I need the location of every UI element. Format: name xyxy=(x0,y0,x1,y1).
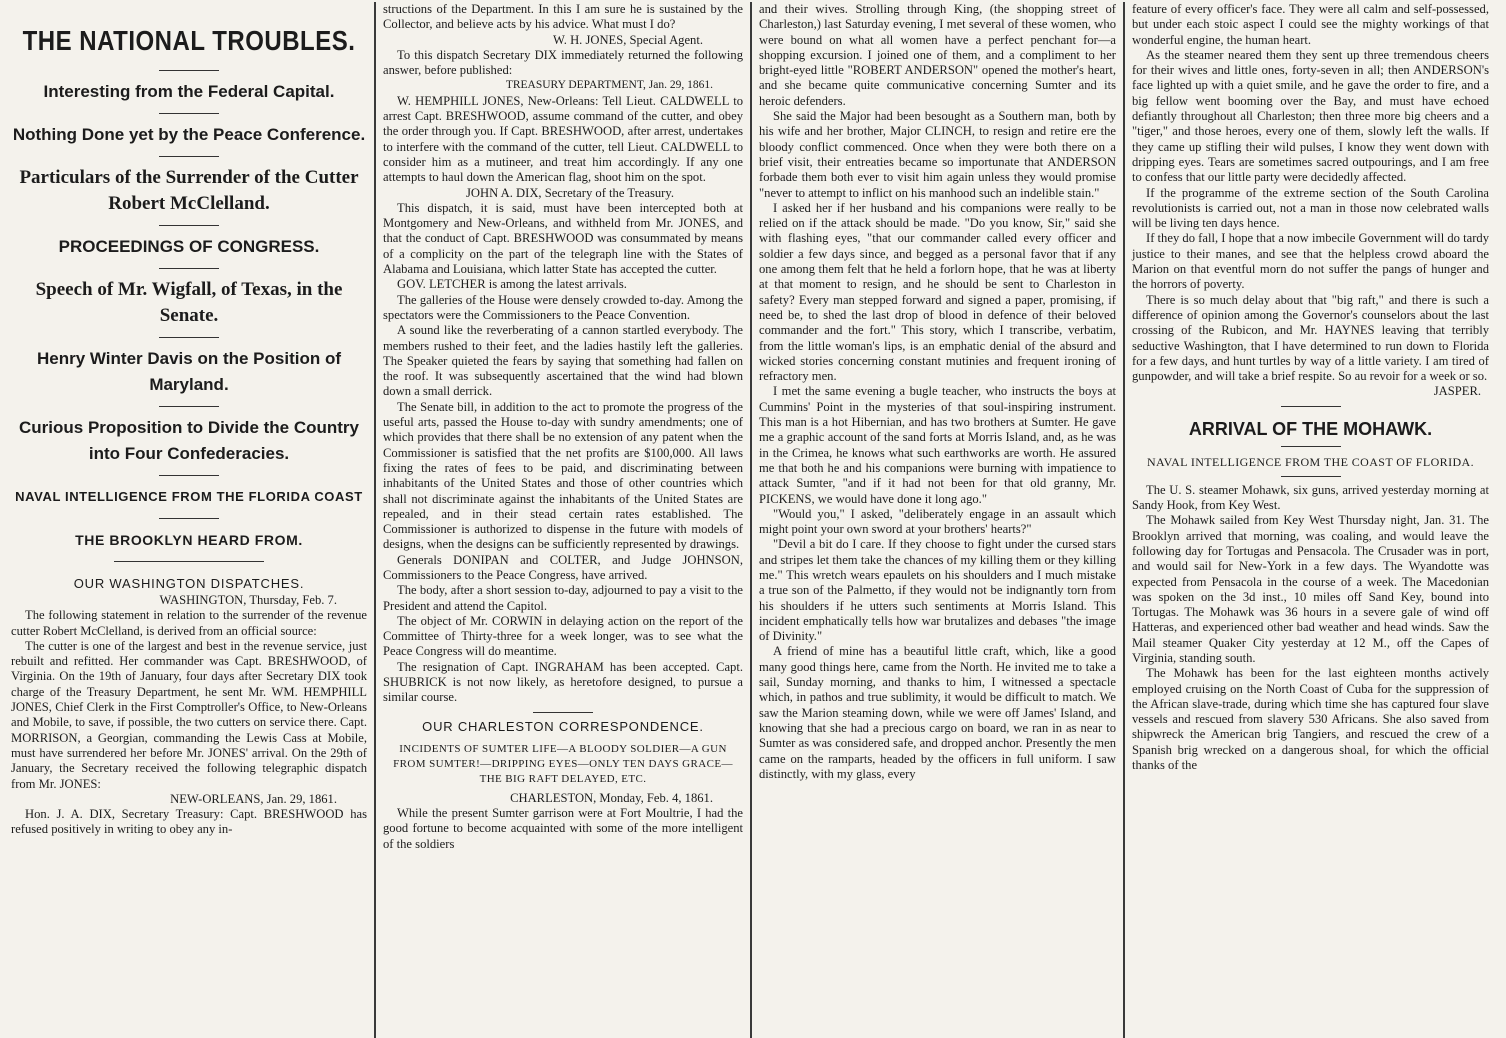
divider xyxy=(159,225,219,226)
article-paragraph: The following statement in relation to the surrender of the revenue cutter Robert McClelland, is derived from an official source: xyxy=(11,608,367,638)
article-paragraph: I asked her if her husband and his companions were really to be relied on if the attack should be made. "Do you know, Sir," said she with flashing eyes, "that our commander called every officer and soldier a few days since, and begged as a personal favor that if any one among them felt that he held a forlorn hope, that he was at liberty at that moment to resign, and he should be sent to Charleston in safety? Every man stepped forward and signed a paper, promising, if need be, to shed the last drop of blood in defence of their beloved commander and the fort." This story, which I transcribe, verbatim, from the little woman's lips, is an emphatic denial of the absurd and wicked stories concerning constant mutinies and frequent ironing of refractory men. xyxy=(759,200,1116,384)
article-paragraph: W. HEMPHILL JONES, New-Orleans: Tell Lieut. CALDWELL to arrest Capt. BRESHWOOD, assume command of the cutter, and obey the order through you. If Capt. BRESHWOOD, after arrest, undertakes to interfere with the command of the cutter, tell Lieut. CALDWELL to consider him as a mutineer, and treat him accordingly. If any one attempts to haul down the American flag, shoot him on the spot. xyxy=(383,93,743,185)
article-paragraph: The Senate bill, in addition to the act to promote the progress of the useful arts, passed the House to-day with sundry amendments; one of which provides that there shall be no extension of any patent when the Commissioner is satisfied that the net profits are $100,000. All laws fixing the rates of fees to be paid, and discriminating between inhabitants of the United States and those of other countries which shall not discriminate against the inhabitants of the United States are repealed, and in their stead certain rates established. The Commissioner is authorized to dispense in the future with models of designs, when the designs can be sufficiently represented by drawings. xyxy=(383,399,743,552)
divider xyxy=(159,475,219,476)
article-paragraph: The U. S. steamer Mohawk, six guns, arrived yesterday morning at Sandy Hook, from Key West. xyxy=(1132,482,1489,513)
section-title-washington: OUR WASHINGTON DISPATCHES. xyxy=(73,576,305,591)
article-paragraph: While the present Sumter garrison were at Fort Moultrie, I had the good fortune to become acquainted with some of the more intelligent of the soldiers xyxy=(383,805,743,851)
article-paragraph: As the steamer neared them they sent up three tremendous cheers for their wives and little ones, forty-seven in all; then ANDERSON's face lighted up with a quiet smile, and he gave the order to fire, and a big fellow went booming over the Bay, and must have echoed defiantly throughout all Charleston; then three more big cheers and a "tiger," and those heroes, every one of them, slowly left the walls. If they came up stifling their wild pulses, I know they went down with dripping eyes. Tears are sometimes sacred outpourings, and I am free to confess that our little party were decidedly affected. xyxy=(1132,47,1489,185)
article-paragraph: I met the same evening a bugle teacher, who instructs the boys at Cummins' Point in the mysteries of that soul-inspiring instrument. This man is a hot Hibernian, and has two brothers at Sumter. He gave me a graphic account of the sand forts at Morris Island, and, as he was in the Crimea, he knows what such earthworks are worth. He assured me that both he and his companions were burning with impatience to attack Sumter, "and if it had not been for that old granny, Mr. PICKENS, we would have done it long ago." xyxy=(759,384,1116,506)
article-paragraph: She said the Major had been besought as a Southern man, both by his wife and her brother, Major CLINCH, to resign and retire ere the bloody conflict commenced. Once when they were both there on a brief visit, their entreaties became so importunate that ANDERSON forbade them both ever to visit him again unless they would promise "never to attempt to inflict on his manhood such an indelible stain." xyxy=(759,109,1116,200)
article-paragraph: The cutter is one of the largest and best in the revenue service, just rebuilt and refitted. Her commander was Capt. BRESHWOOD, of Virginia. On the 19th of January, four days after Secretary DIX took charge of the Treasury Department, he sent Mr. WM. HEMPHILL JONES, Chief Clerk in the First Comptroller's Office, to New-Orleans and Mobile, to save, if possible, the two cutters on service there. Capt. MORRISON, a Georgian, commanding the Lewis Cass at Mobile, must have surrendered her before Mr. JONES' arrival. On the 29th of January, the Secretary received the following telegraphic dispatch from Mr. JONES: xyxy=(11,638,367,791)
dateline-treasury: TREASURY DEPARTMENT, Jan. 29, 1861. xyxy=(505,79,713,92)
divider xyxy=(159,406,219,407)
deck-four-confederacies: Curious Proposition to Divide the Country into Four Confederacies. xyxy=(19,418,359,463)
divider xyxy=(159,337,219,338)
article-paragraph: If they do fall, I hope that a now imbecile Government will do tardy justice to their manes, and see that the helpless crowd aboard the Marion on that eventful morn do not suffer the pangs of hunger and the horrors of poverty. xyxy=(1132,231,1489,292)
article-paragraph: A sound like the reverberating of a cannon startled everybody. The members rushed to their feet, and the ladies hastily left the galleries. The Speaker quieted the fears by saying that something had fallen on the roof. It was subsequently ascertained that the wind had blown down a small derrick. xyxy=(383,323,743,399)
divider xyxy=(159,156,219,157)
column-3 xyxy=(750,2,1123,1038)
article-paragraph: A friend of mine has a beautiful little craft, which, like a good many good things here, came from the North. He invited me to take a sail, Sunday morning, and thanks to him, I witnessed a spectacle which, in pathos and true sublimity, it would be difficult to match. We saw the Marion steaming down, while we were off James' Island, and knowing that she had a precious cargo on board, we ran in as near to Sumter as was considered safe, and dropped anchor. Presently the men came on the ramparts, headed by the officers in full uniform. I saw distinctly, with my glass, every xyxy=(759,644,1116,781)
deck-henry-winter-davis: Henry Winter Davis on the Position of Maryland. xyxy=(37,349,341,394)
article-paragraph: "Would you," I asked, "deliberately engage in an assault which might point your own sword at your brothers' hearts?" xyxy=(759,506,1116,537)
signature-dix: JOHN A. DIX, Secretary of the Treasury. xyxy=(466,185,674,200)
divider xyxy=(533,712,593,713)
column-1 xyxy=(4,2,374,1038)
article-paragraph: This dispatch, it is said, must have been intercepted both at Montgomery and New-Orleans, and withheld from Mr. JONES, and that the conduct of Capt. BRESHWOOD was consummated by means of a complicity on the part of the telegraph line with the States of Alabama and Louisiana, which latter State has accepted the cutter. xyxy=(383,200,743,277)
article-paragraph: structions of the Department. In this I am sure he is sustained by the Collector, and believe acts by his advice. What must I do? xyxy=(383,2,743,32)
divider xyxy=(159,70,219,71)
deck-naval-intelligence: NAVAL INTELLIGENCE FROM THE FLORIDA COAST xyxy=(15,489,363,504)
divider xyxy=(159,113,219,114)
divider xyxy=(1281,406,1341,407)
article-paragraph: There is so much delay about that "big raft," and there is such a difference of opinion among the Governor's counselors about the last crossing of the Rubicon, and Mr. HAYNES leaving that terribly seductive Washington, that I have determined to run down to Florida for a few days, and hunt turtles by way of a little variety. I am tired of gunpowder, and will take a brief respite. So au revoir for a week or so. xyxy=(1132,292,1489,384)
section-title-charleston: OUR CHARLESTON CORRESPONDENCE. xyxy=(422,718,704,734)
article-paragraph: Hon. J. A. DIX, Secretary Treasury: Capt. BRESHWOOD has refused positively in writing to obey any in- xyxy=(11,807,367,837)
deck-surrender-cutter: Particulars of the Surrender of the Cutter Robert McClelland. xyxy=(19,167,359,214)
article-paragraph: The Mohawk sailed from Key West Thursday night, Jan. 31. The Brooklyn arrived that morning, was coaling, and would leave the following day for Tortugas and Pensacola. The Crusader was in port, and would sail for New-York in a few days. The Wyandotte was expected from Pensacola in the course of a week. The Macedonian was spoken on the 3d inst., 10 miles off Sand Key, bound into Tortugas. The Mohawk was 36 hours in a severe gale of wind off Hatteras, and experienced other bad weather and head winds. Saw the Mail steamer Quaker City yesterday at 12 M., off the Capes of Virginia, standing south. xyxy=(1132,513,1489,665)
signature-jasper: JASPER. xyxy=(1433,384,1481,399)
article-paragraph: To this dispatch Secretary DIX immediately returned the following answer, before published: xyxy=(383,47,743,78)
signature-jones: W. H. JONES, Special Agent. xyxy=(553,32,703,47)
deck-federal-capital: Interesting from the Federal Capital. xyxy=(43,82,335,101)
divider xyxy=(159,518,219,519)
subhead-naval-intelligence: NAVAL INTELLIGENCE FROM THE COAST OF FLORIDA. xyxy=(1146,454,1475,469)
divider xyxy=(1281,446,1341,447)
column-2 xyxy=(374,2,750,1038)
deck-speech-wigfall: Speech of Mr. Wigfall, of Texas, in the Senate. xyxy=(35,279,343,326)
column-4 xyxy=(1123,2,1496,1038)
deck-peace-conference: Nothing Done yet by the Peace Conference. xyxy=(12,125,366,144)
article-paragraph: Generals DONIPAN and COLTER, and Judge JOHNSON, Commissioners to the Peace Congress, have arrived. xyxy=(383,552,743,582)
divider xyxy=(1281,476,1341,477)
dateline-new-orleans: NEW-ORLEANS, Jan. 29, 1861. xyxy=(170,791,337,806)
subhead-sumter-life: INCIDENTS OF SUMTER LIFE—A BLOODY SOLDIER—A GUN FROM SUMTER!—DRIPPING EYES—ONLY TEN DAYS GRACE—THE BIG RAFT DELAYED, ETC. xyxy=(393,742,733,785)
article-paragraph: The galleries of the House were densely crowded to-day. Among the spectators were the Commissioners to the Peace Convention. xyxy=(383,292,743,322)
article-paragraph: If the programme of the extreme section of the South Carolina revolutionists is carried out, not a man in those now celebrated walls will be living ten days hence. xyxy=(1132,185,1489,231)
dateline-charleston: CHARLESTON, Monday, Feb. 4, 1861. xyxy=(510,790,713,805)
deck-proceedings-congress: PROCEEDINGS OF CONGRESS. xyxy=(58,237,320,256)
article-paragraph: and their wives. Strolling through King, (the shopping street of Charleston,) last Saturday evening, I met several of these women, who were bound on what all women have a perfect penchant for—a shopping excursion. I joined one of them, and a compliment to her bright-eyed little "ROBERT ANDERSON" opened the mother's heart, and she became quite communicative concerning Sumter and its heroic defenders. xyxy=(759,2,1116,108)
article-paragraph: The resignation of Capt. INGRAHAM has been accepted. Capt. SHUBRICK is not now likely, as heretofore designed, to pursue a similar course. xyxy=(383,659,743,705)
article-paragraph: The object of Mr. CORWIN in delaying action on the report of the Committee of Thirty-three for a week longer, was to see what the Peace Congress will do meantime. xyxy=(383,613,743,659)
article-paragraph: feature of every officer's face. They were all calm and self-possessed, but under each stoic aspect I could see the mighty workings of that wonderful engine, the human heart. xyxy=(1132,2,1489,47)
main-headline: THE NATIONAL TROUBLES. xyxy=(22,25,356,57)
headline-arrival-mohawk: ARRIVAL OF THE MOHAWK. xyxy=(1188,418,1433,439)
article-paragraph: The body, after a short session to-day, adjourned to pay a visit to the President and attend the Capitol. xyxy=(383,583,743,613)
deck-brooklyn-heard: THE BROOKLYN HEARD FROM. xyxy=(75,532,303,548)
divider xyxy=(159,268,219,269)
article-paragraph: The Mohawk has been for the last eighteen months actively employed cruising on the North Coast of Cuba for the suppression of the African slave-trade, during which time she has captured four slave vessels and rescued from slavery 530 Africans. She also saved from shipwreck the American brig Tangiers, and rescued the crew of a Spanish brig wrecked on a dangerous shoal, for which the official thanks of the xyxy=(1132,666,1489,773)
article-paragraph: GOV. LETCHER is among the latest arrivals. xyxy=(397,277,627,292)
divider xyxy=(114,561,264,562)
dateline-washington: WASHINGTON, Thursday, Feb. 7. xyxy=(159,593,337,607)
article-paragraph: "Devil a bit do I care. If they choose to fight under the cursed stars and stripes let them take the chances of my killing them or they killing me." This wretch wears epaulets on his shoulders and I much mistake a true son of the Palmetto, if they would not be indignantly torn from his shoulders if he utters such sentiments at Morris Island. This incident emphatically tells how war brutalizes and debases "the image of Divinity." xyxy=(759,537,1116,644)
